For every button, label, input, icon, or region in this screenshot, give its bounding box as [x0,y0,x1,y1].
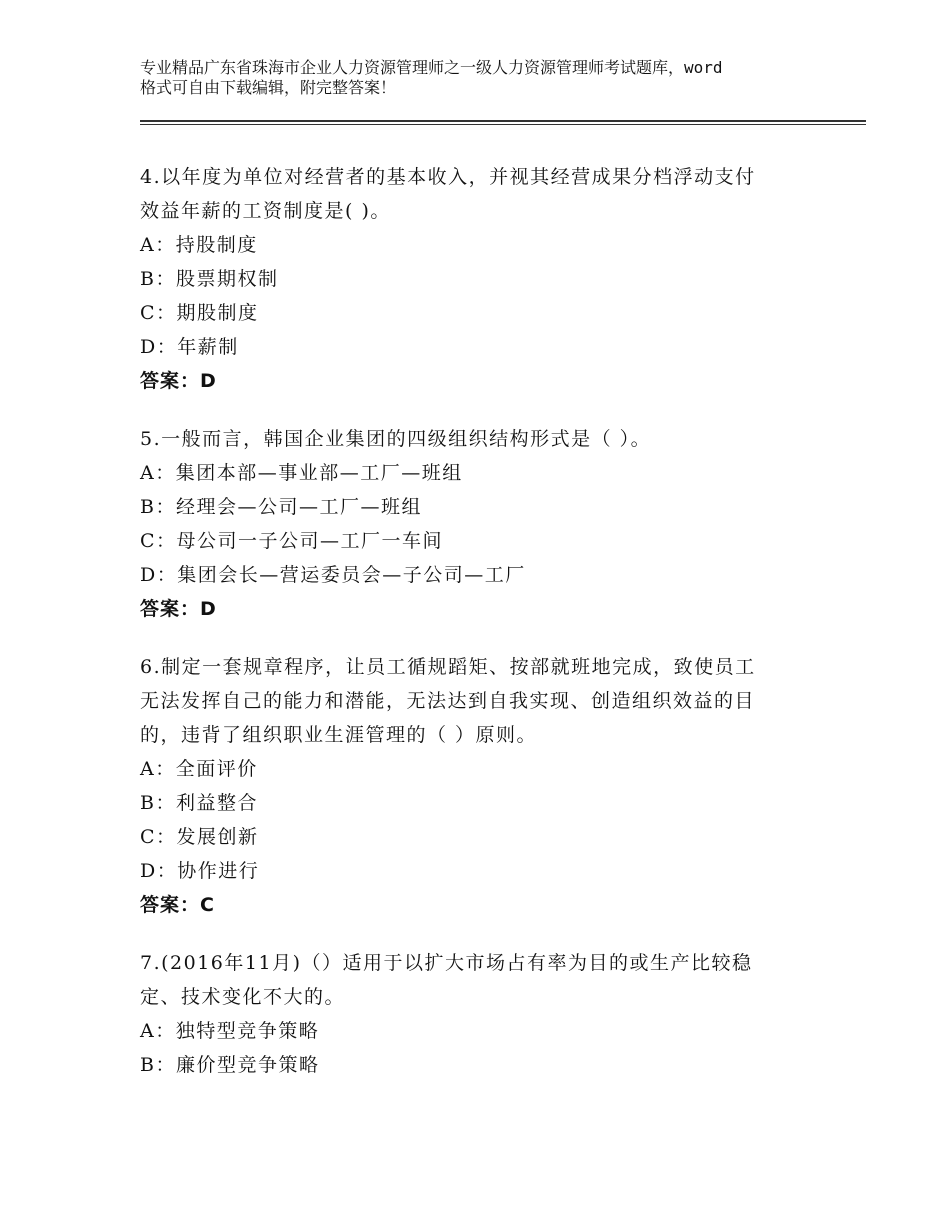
option-b: B：股票期权制 [140,268,279,290]
question-text: 无法发挥自己的能力和潜能，无法达到自我实现、创造组织效益的目 [140,690,756,712]
question-5 [140,422,820,626]
header-line: 专业精品广东省珠海市企业人力资源管理师之一级人力资源管理师考试题库，word [140,58,723,77]
answer: 答案：D [140,370,217,392]
answer: 答案：D [140,598,217,620]
question-text: 7.(2016年11月)（）适用于以扩大市场占有率为目的或生产比较稳 [140,952,753,974]
document-header [140,58,840,98]
question-4 [140,160,820,398]
option-c: C：期股制度 [140,302,259,324]
option-d: D：年薪制 [140,336,239,358]
option-b: B：廉价型竞争策略 [140,1054,320,1076]
question-text: 5.一般而言，韩国企业集团的四级组织结构形式是（ ）。 [140,428,652,450]
question-text: 6.制定一套规章程序，让员工循规蹈矩、按部就班地完成，致使员工 [140,656,756,678]
option-a: A：全面评价 [140,758,258,780]
question-text: 定、技术变化不大的。 [140,986,346,1008]
header-divider-thin [140,124,866,125]
question-text: 的，违背了组织职业生涯管理的（ ）原则。 [140,724,538,746]
option-c: C：发展创新 [140,826,259,848]
option-b: B：利益整合 [140,792,258,814]
question-6 [140,650,820,922]
question-7 [140,946,820,1082]
question-text: 4.以年度为单位对经营者的基本收入，并视其经营成果分档浮动支付 [140,166,756,188]
option-d: D：集团会长—营运委员会—子公司—工厂 [140,564,526,586]
option-d: D：协作进行 [140,860,260,882]
question-text: 效益年薪的工资制度是( )。 [140,200,391,222]
option-b: B：经理会—公司—工厂—班组 [140,496,422,518]
header-line: 格式可自由下载编辑，附完整答案！ [140,78,397,97]
option-a: A：集团本部—事业部—工厂—班组 [140,462,463,484]
option-a: A：独特型竞争策略 [140,1020,320,1042]
question-list [140,160,820,1106]
header-divider [140,120,866,122]
answer: 答案：C [140,894,215,916]
option-c: C：母公司一子公司—工厂一车间 [140,530,444,552]
option-a: A：持股制度 [140,234,258,256]
